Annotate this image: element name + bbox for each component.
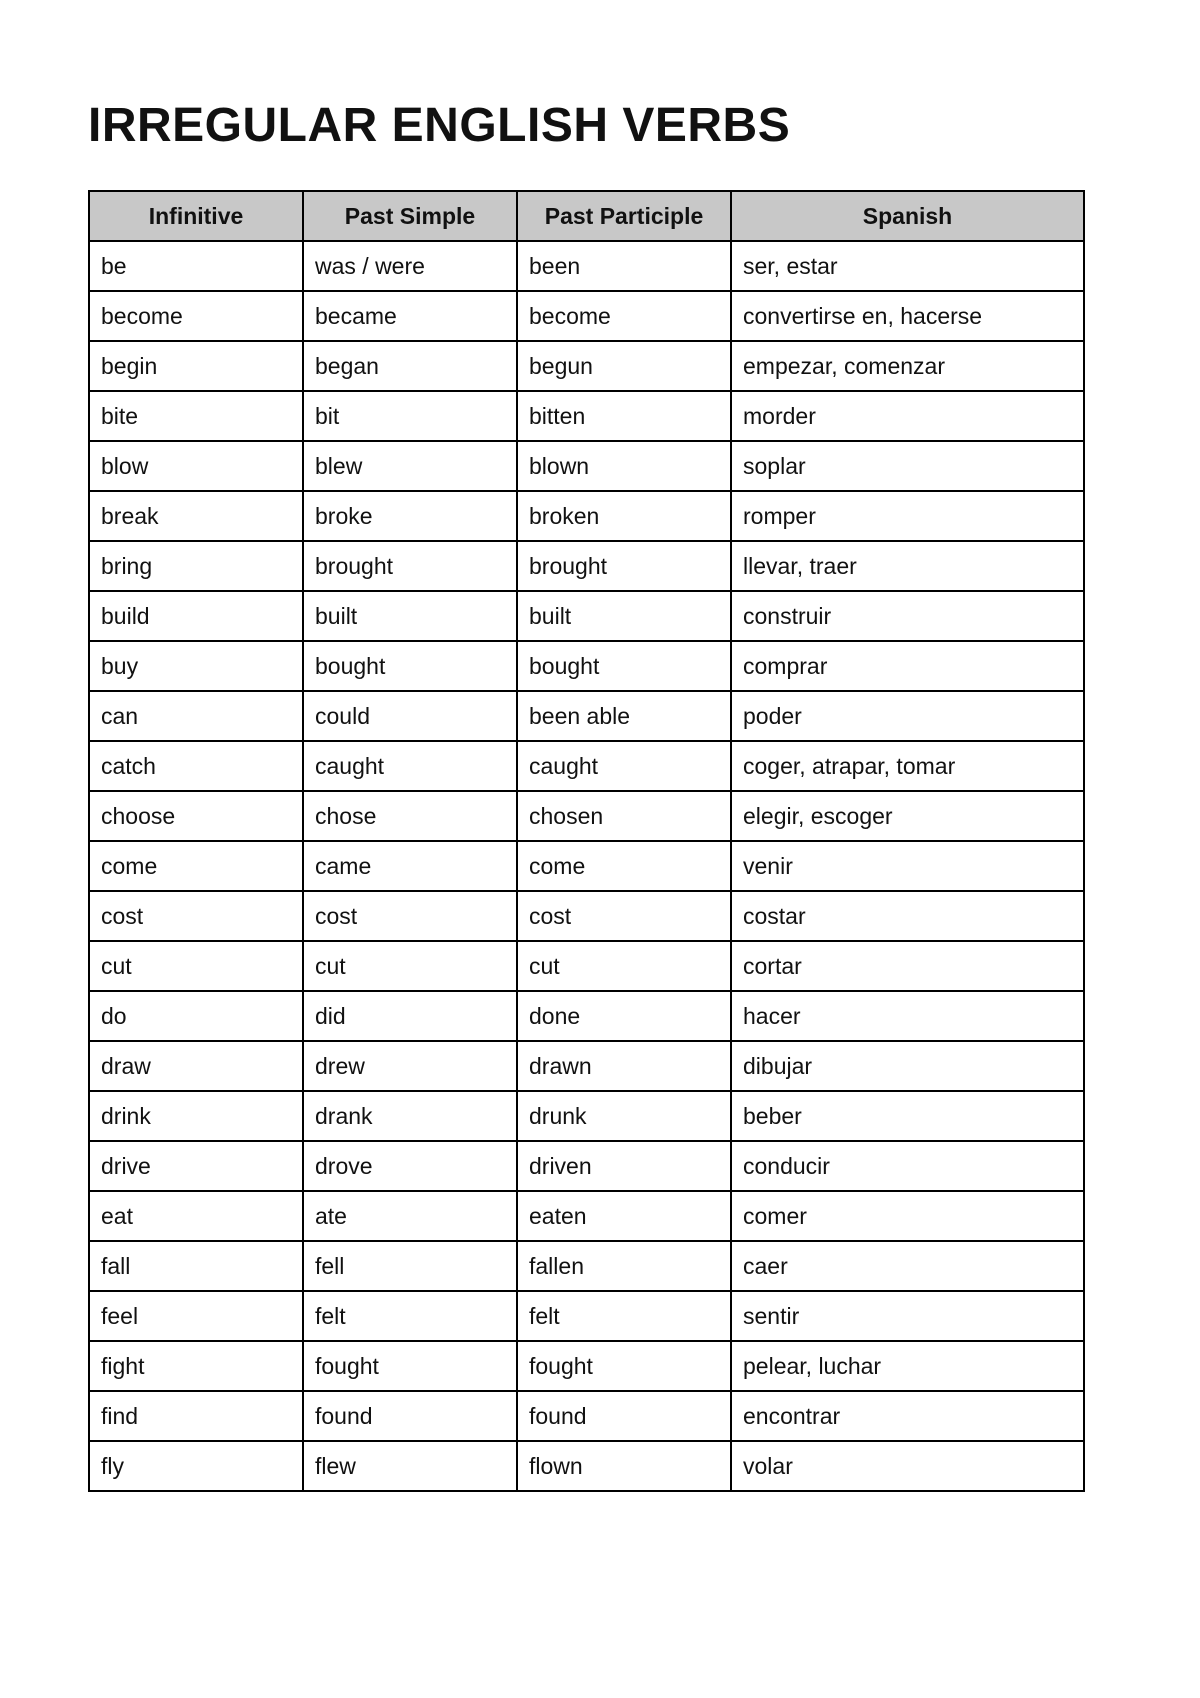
- table-header-row: [89, 191, 1084, 241]
- past-participle-cell: flown: [517, 1441, 731, 1491]
- spanish-cell: soplar: [731, 441, 1084, 491]
- past-participle-cell: felt: [517, 1291, 731, 1341]
- spanish-cell: conducir: [731, 1141, 1084, 1191]
- past-simple-cell: cut: [303, 941, 517, 991]
- past-participle-cell: brought: [517, 541, 731, 591]
- spanish-cell: dibujar: [731, 1041, 1084, 1091]
- infinitive-cell: choose: [89, 791, 303, 841]
- header-infinitive: Infinitive: [89, 191, 303, 241]
- spanish-cell: sentir: [731, 1291, 1084, 1341]
- past-simple-cell: felt: [303, 1291, 517, 1341]
- table-row: [89, 741, 1084, 791]
- table-row: [89, 941, 1084, 991]
- infinitive-cell: do: [89, 991, 303, 1041]
- past-simple-cell: caught: [303, 741, 517, 791]
- table-row: [89, 391, 1084, 441]
- infinitive-cell: cost: [89, 891, 303, 941]
- spanish-cell: volar: [731, 1441, 1084, 1491]
- past-simple-cell: fell: [303, 1241, 517, 1291]
- spanish-cell: comprar: [731, 641, 1084, 691]
- past-participle-cell: begun: [517, 341, 731, 391]
- past-participle-cell: broken: [517, 491, 731, 541]
- past-participle-cell: caught: [517, 741, 731, 791]
- table-row: [89, 341, 1084, 391]
- table-row: [89, 1041, 1084, 1091]
- past-simple-cell: drew: [303, 1041, 517, 1091]
- table-row: [89, 691, 1084, 741]
- table-row: [89, 541, 1084, 591]
- past-participle-cell: eaten: [517, 1191, 731, 1241]
- table-row: [89, 491, 1084, 541]
- spanish-cell: llevar, traer: [731, 541, 1084, 591]
- past-participle-cell: fallen: [517, 1241, 731, 1291]
- past-participle-cell: become: [517, 291, 731, 341]
- table-row: [89, 1291, 1084, 1341]
- table-row: [89, 441, 1084, 491]
- infinitive-cell: come: [89, 841, 303, 891]
- table-row: [89, 891, 1084, 941]
- past-simple-cell: came: [303, 841, 517, 891]
- infinitive-cell: drive: [89, 1141, 303, 1191]
- spanish-cell: ser, estar: [731, 241, 1084, 291]
- infinitive-cell: bite: [89, 391, 303, 441]
- infinitive-cell: catch: [89, 741, 303, 791]
- table-row: [89, 241, 1084, 291]
- table-row: [89, 291, 1084, 341]
- infinitive-cell: draw: [89, 1041, 303, 1091]
- past-simple-cell: chose: [303, 791, 517, 841]
- past-participle-cell: drunk: [517, 1091, 731, 1141]
- infinitive-cell: fall: [89, 1241, 303, 1291]
- past-simple-cell: bought: [303, 641, 517, 691]
- infinitive-cell: find: [89, 1391, 303, 1441]
- past-simple-cell: cost: [303, 891, 517, 941]
- table-row: [89, 1241, 1084, 1291]
- past-participle-cell: blown: [517, 441, 731, 491]
- past-simple-cell: fought: [303, 1341, 517, 1391]
- header-past-participle: Past Participle: [517, 191, 731, 241]
- spanish-cell: convertirse en, hacerse: [731, 291, 1084, 341]
- infinitive-cell: fight: [89, 1341, 303, 1391]
- past-simple-cell: found: [303, 1391, 517, 1441]
- table-row: [89, 1141, 1084, 1191]
- table-row: [89, 1391, 1084, 1441]
- spanish-cell: beber: [731, 1091, 1084, 1141]
- past-participle-cell: built: [517, 591, 731, 641]
- past-participle-cell: fought: [517, 1341, 731, 1391]
- table-row: [89, 991, 1084, 1041]
- table-row: [89, 641, 1084, 691]
- page-title: IRREGULAR ENGLISH VERBS: [88, 99, 791, 152]
- past-simple-cell: was / were: [303, 241, 517, 291]
- past-participle-cell: cost: [517, 891, 731, 941]
- spanish-cell: morder: [731, 391, 1084, 441]
- spanish-cell: venir: [731, 841, 1084, 891]
- past-participle-cell: bought: [517, 641, 731, 691]
- spanish-cell: romper: [731, 491, 1084, 541]
- spanish-cell: pelear, luchar: [731, 1341, 1084, 1391]
- past-simple-cell: could: [303, 691, 517, 741]
- infinitive-cell: begin: [89, 341, 303, 391]
- header-past-simple: Past Simple: [303, 191, 517, 241]
- infinitive-cell: blow: [89, 441, 303, 491]
- infinitive-cell: be: [89, 241, 303, 291]
- past-simple-cell: ate: [303, 1191, 517, 1241]
- past-participle-cell: found: [517, 1391, 731, 1441]
- past-participle-cell: come: [517, 841, 731, 891]
- infinitive-cell: break: [89, 491, 303, 541]
- past-participle-cell: been: [517, 241, 731, 291]
- past-participle-cell: been able: [517, 691, 731, 741]
- past-simple-cell: became: [303, 291, 517, 341]
- infinitive-cell: buy: [89, 641, 303, 691]
- infinitive-cell: eat: [89, 1191, 303, 1241]
- table-row: [89, 1341, 1084, 1391]
- table-row: [89, 1091, 1084, 1141]
- past-participle-cell: drawn: [517, 1041, 731, 1091]
- spanish-cell: poder: [731, 691, 1084, 741]
- past-simple-cell: flew: [303, 1441, 517, 1491]
- spanish-cell: comer: [731, 1191, 1084, 1241]
- past-participle-cell: driven: [517, 1141, 731, 1191]
- infinitive-cell: cut: [89, 941, 303, 991]
- table-row: [89, 1441, 1084, 1491]
- infinitive-cell: feel: [89, 1291, 303, 1341]
- spanish-cell: encontrar: [731, 1391, 1084, 1441]
- past-simple-cell: began: [303, 341, 517, 391]
- table-row: [89, 841, 1084, 891]
- spanish-cell: coger, atrapar, tomar: [731, 741, 1084, 791]
- spanish-cell: caer: [731, 1241, 1084, 1291]
- past-simple-cell: drank: [303, 1091, 517, 1141]
- infinitive-cell: can: [89, 691, 303, 741]
- table-body: [89, 241, 1084, 1491]
- past-simple-cell: did: [303, 991, 517, 1041]
- spanish-cell: empezar, comenzar: [731, 341, 1084, 391]
- spanish-cell: hacer: [731, 991, 1084, 1041]
- table-row: [89, 1191, 1084, 1241]
- spanish-cell: cortar: [731, 941, 1084, 991]
- past-simple-cell: built: [303, 591, 517, 641]
- spanish-cell: costar: [731, 891, 1084, 941]
- infinitive-cell: build: [89, 591, 303, 641]
- table-row: [89, 791, 1084, 841]
- past-simple-cell: bit: [303, 391, 517, 441]
- table-row: [89, 591, 1084, 641]
- past-participle-cell: chosen: [517, 791, 731, 841]
- infinitive-cell: fly: [89, 1441, 303, 1491]
- infinitive-cell: become: [89, 291, 303, 341]
- past-simple-cell: blew: [303, 441, 517, 491]
- past-participle-cell: bitten: [517, 391, 731, 441]
- past-simple-cell: brought: [303, 541, 517, 591]
- header-spanish: Spanish: [731, 191, 1084, 241]
- past-simple-cell: drove: [303, 1141, 517, 1191]
- past-participle-cell: cut: [517, 941, 731, 991]
- spanish-cell: elegir, escoger: [731, 791, 1084, 841]
- infinitive-cell: drink: [89, 1091, 303, 1141]
- past-participle-cell: done: [517, 991, 731, 1041]
- past-simple-cell: broke: [303, 491, 517, 541]
- infinitive-cell: bring: [89, 541, 303, 591]
- irregular-verbs-table: [88, 190, 1085, 1492]
- spanish-cell: construir: [731, 591, 1084, 641]
